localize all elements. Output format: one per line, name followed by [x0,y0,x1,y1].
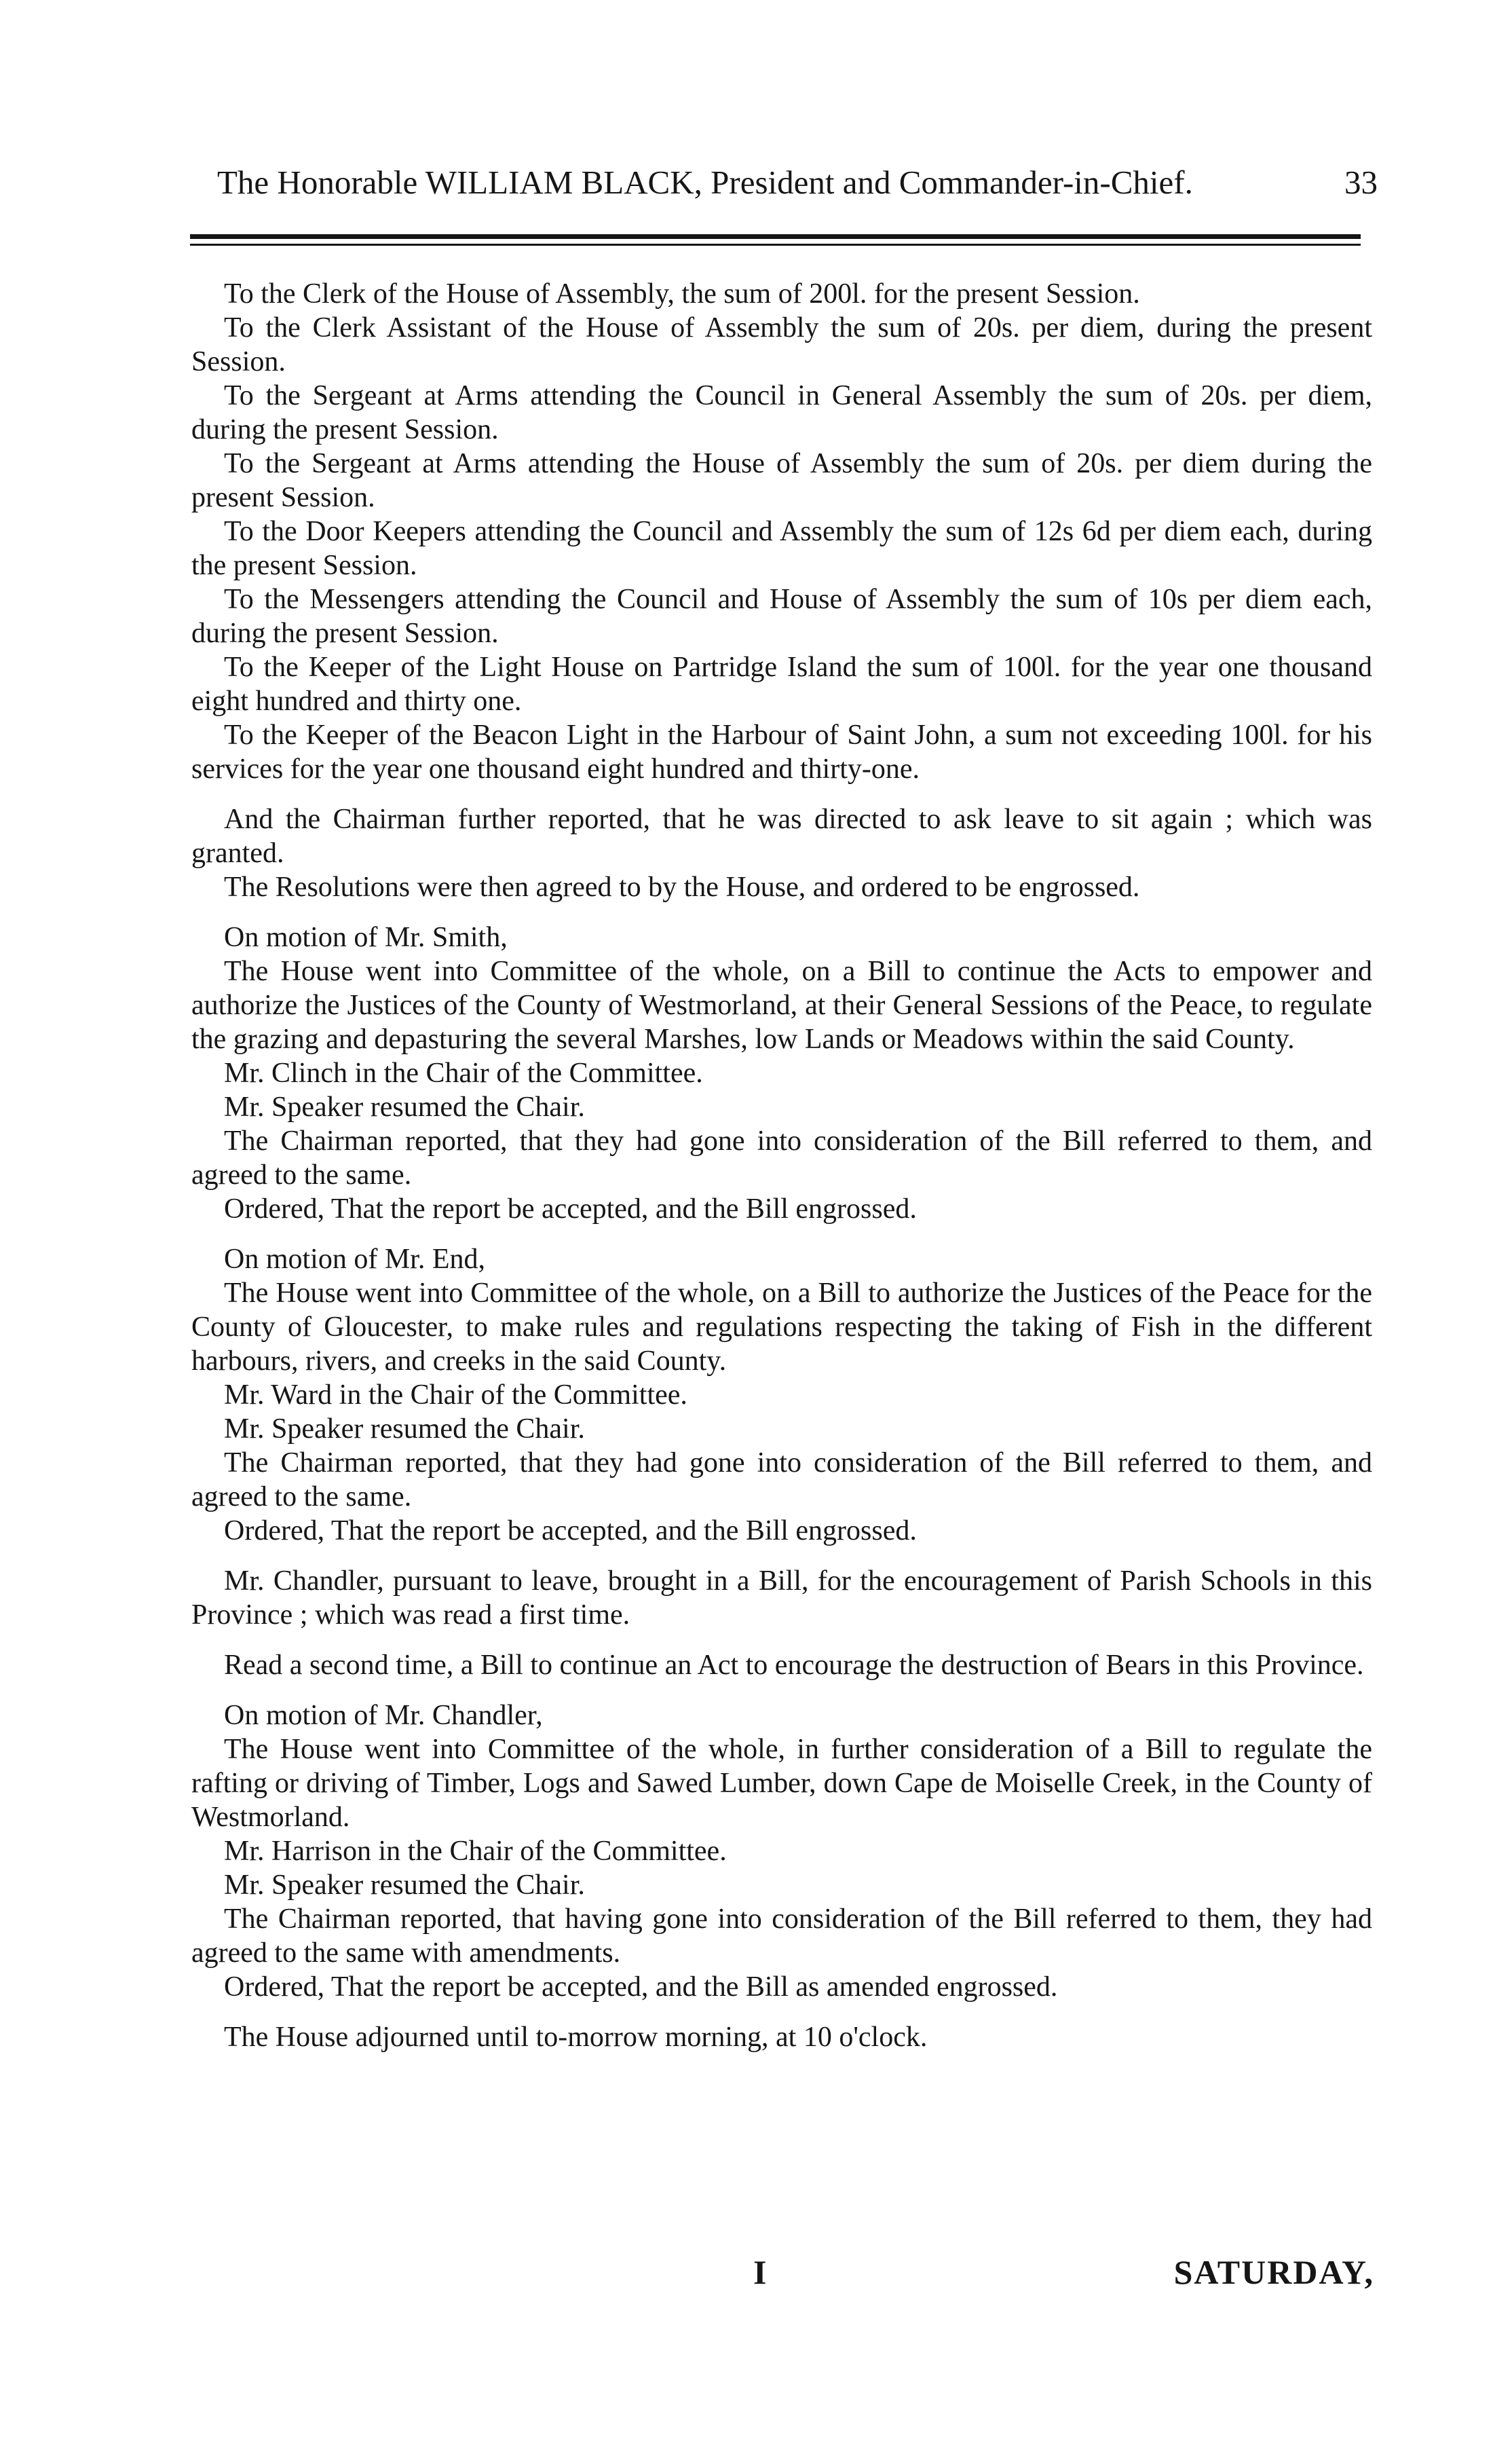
page-number: 33 [1344,164,1378,201]
paragraph: To the Sergeant at Arms attending the House of Assembly the sum of 20s. per diem during the present Session. [191,448,1372,513]
paragraph: The Chairman reported, that they had gone into consideration of the Bill referred to them, and agreed to the same. [191,1447,1372,1512]
catchword: SATURDAY, [1173,2253,1374,2291]
paragraph: Mr. Speaker resumed the Chair. [224,1092,585,1123]
paragraph: To the Door Keepers attending the Council and Assembly the sum of 12s 6d per diem each, during the present Session. [191,516,1372,581]
paragraph: The House adjourned until to-morrow morning, at 10 o'clock. [224,2022,928,2053]
paragraph: Ordered, That the report be accepted, and the Bill engrossed. [224,1193,917,1225]
paragraph: Ordered, That the report be accepted, and the Bill engrossed. [224,1515,917,1546]
header-rule-thick [190,234,1361,239]
signature-mark: I [753,2253,767,2291]
paragraph: To the Keeper of the Beacon Light in the Harbour of Saint John, a sum not exceeding 100l. for his services for the year one thousand eight hundred and thirty-one. [191,720,1372,785]
paragraph: The House went into Committee of the whole, in further consideration of a Bill to regulate the rafting or driving of Timber, Logs and Sawed Lumber, down Cape de Moiselle Creek, in the County of Westmorland. [191,1734,1372,1833]
running-head [190,163,1378,210]
paragraph: To the Sergeant at Arms attending the Council in General Assembly the sum of 20s. per diem, during the present Session. [191,380,1372,445]
paragraph: On motion of Mr. Chandler, [224,1700,543,1731]
paragraph: Mr. Ward in the Chair of the Committee. [224,1379,687,1411]
paragraph: And the Chairman further reported, that he was directed to ask leave to sit again ; which was granted. [191,804,1372,869]
paragraph: Ordered, That the report be accepted, and the Bill as amended engrossed. [224,1971,1058,2003]
paragraph: To the Keeper of the Light House on Partridge Island the sum of 100l. for the year one thousand eight hundred and thirty one. [191,652,1372,717]
running-head-title: The Honorable WILLIAM BLACK, President and Commander-in-Chief. [217,164,1193,201]
paragraph: The House went into Committee of the whole, on a Bill to authorize the Justices of the Peace for the County of Gloucester, to make rules and regulations respecting the taking of Fish in the different harbours, rivers, and creeks in the said County. [191,1278,1372,1377]
paragraph: To the Clerk Assistant of the House of Assembly the sum of 20s. per diem, during the present Session. [191,312,1372,377]
paragraph: Mr. Chandler, pursuant to leave, brought in a Bill, for the encouragement of Parish Schools in this Province ; which was read a first time. [191,1565,1372,1631]
paragraph: On motion of Mr. Smith, [224,922,508,953]
paragraph: Mr. Clinch in the Chair of the Committee. [224,1058,703,1089]
header-rule-thin [190,244,1361,246]
paragraph: The Chairman reported, that having gone into consideration of the Bill referred to them, they had agreed to the same with amendments. [191,1903,1372,1969]
paragraph: Read a second time, a Bill to continue an Act to encourage the destruction of Bears in this Province. [224,1650,1364,1681]
paragraph: The Chairman reported, that they had gone into consideration of the Bill referred to them, and agreed to the same. [191,1126,1372,1191]
paragraph: To the Messengers attending the Council and House of Assembly the sum of 10s per diem each, during the present Session. [191,584,1372,649]
paragraph: On motion of Mr. End, [224,1244,485,1275]
body-text [191,277,1372,2054]
paragraph: The Resolutions were then agreed to by the House, and ordered to be engrossed. [224,872,1140,903]
paragraph: Mr. Speaker resumed the Chair. [224,1870,585,1901]
page-footer [190,2252,1374,2300]
paragraph: To the Clerk of the House of Assembly, the sum of 200l. for the present Session. [224,278,1140,310]
paragraph: Mr. Speaker resumed the Chair. [224,1413,585,1445]
paragraph: The House went into Committee of the whole, on a Bill to continue the Acts to empower and authorize the Justices of the County of Westmorland, at their General Sessions of the Peace, to regulate the grazing and depasturing the several Marshes, low Lands or Meadows within the said County. [191,956,1372,1055]
paragraph: Mr. Harrison in the Chair of the Committee. [224,1836,727,1867]
